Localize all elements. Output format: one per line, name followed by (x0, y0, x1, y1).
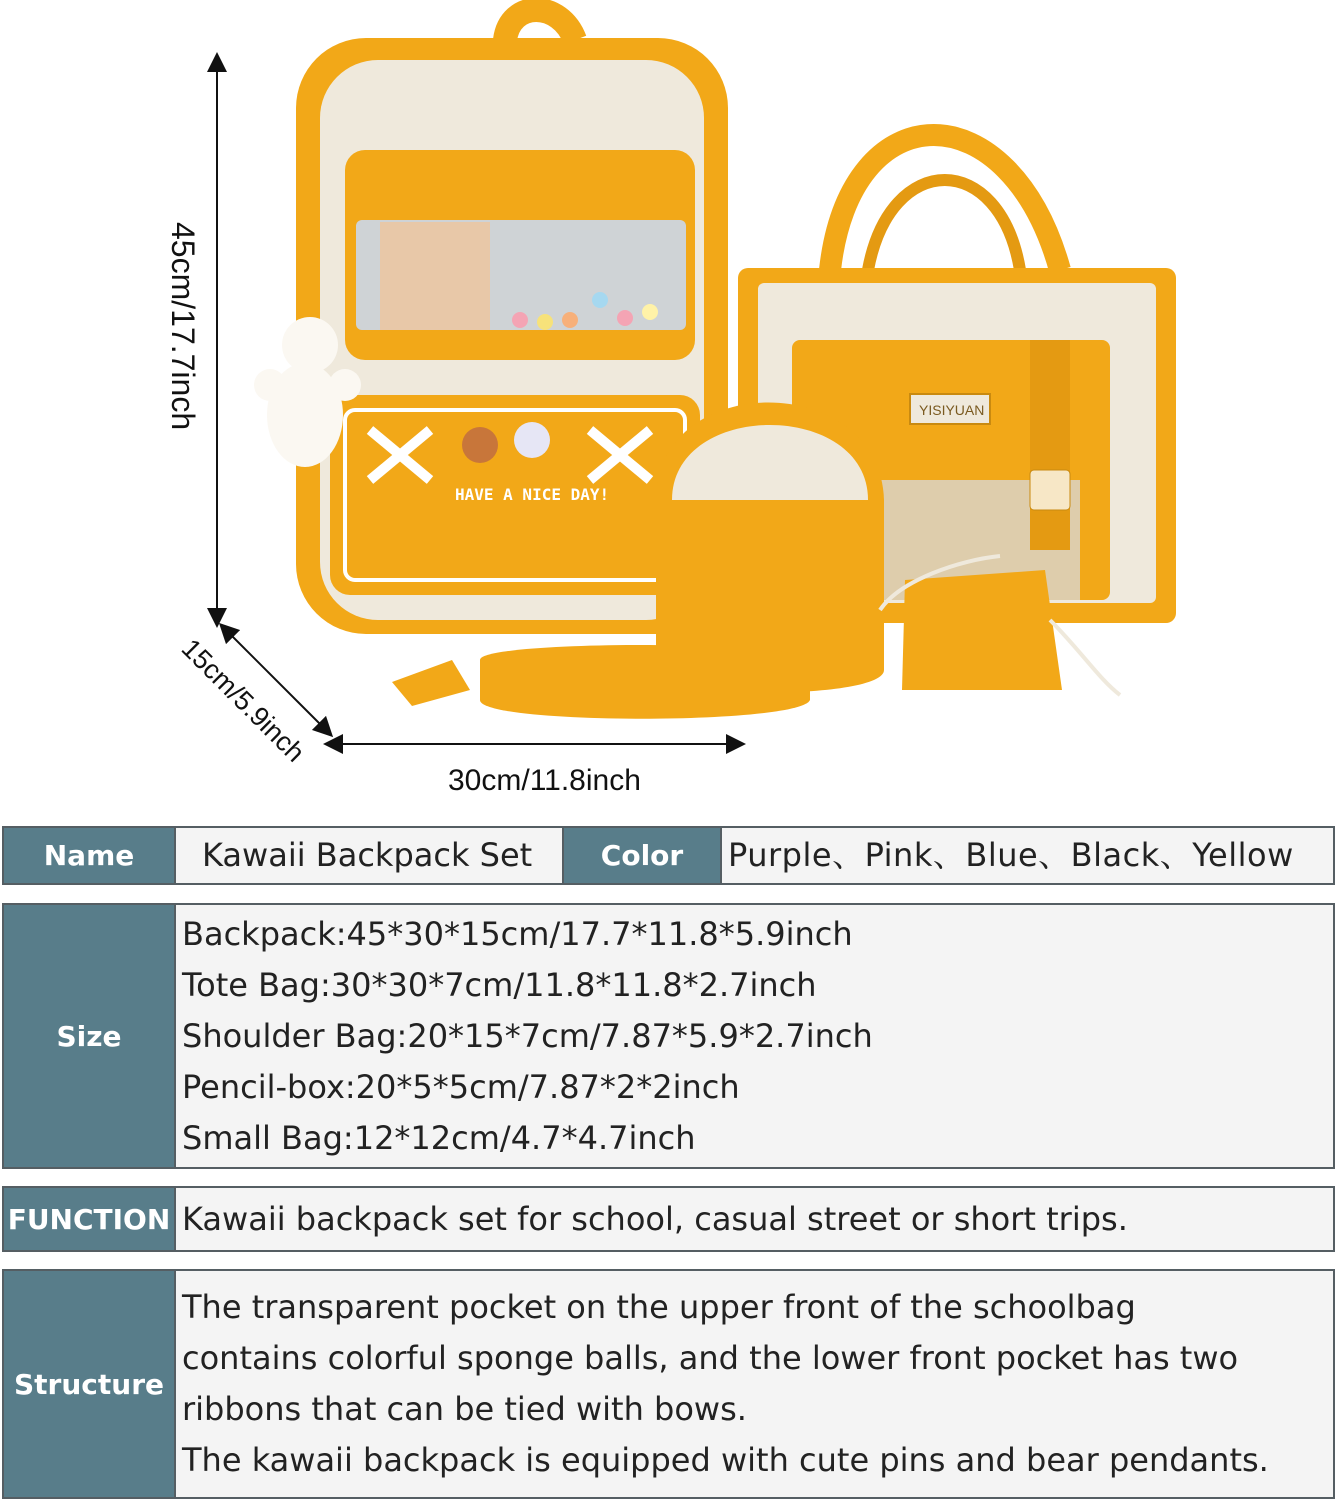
color-label: Color (563, 827, 721, 884)
structure-line-3: ribbons that can be tied with bows. (182, 1390, 747, 1428)
function-value-text: Kawaii backpack set for school, casual street or short trips. (182, 1199, 1128, 1238)
function-label: FUNCTION (3, 1187, 175, 1251)
color-value-text: Purple、Pink、Blue、Black、Yellow (728, 836, 1294, 874)
pocket-text: HAVE A NICE DAY! (455, 485, 610, 504)
function-value (175, 1187, 1334, 1251)
structure-table (2, 1269, 1335, 1499)
function-table (2, 1186, 1335, 1252)
size-line-pencil-box: Pencil-box:20*5*5cm/7.87*2*2inch (182, 1067, 740, 1106)
depth-label: 15cm/5.9inch (175, 633, 311, 768)
size-line-small-bag: Small Bag:12*12cm/4.7*4.7inch (182, 1118, 696, 1157)
size-row (3, 904, 1334, 1168)
size-line-shoulder-bag: Shoulder Bag:20*15*7cm/7.87*5.9*2.7inch (182, 1016, 873, 1055)
name-color-table (2, 826, 1335, 885)
name-value-text: Kawaii Backpack Set (202, 836, 533, 874)
size-line-tote-bag: Tote Bag:30*30*7cm/11.8*11.8*2.7inch (182, 965, 817, 1004)
width-label: 30cm/11.8inch (448, 764, 641, 797)
color-value (721, 827, 1334, 884)
structure-row (3, 1270, 1334, 1498)
size-table (2, 903, 1335, 1169)
height-label: 45cm/17.7inch (165, 222, 201, 431)
function-row (3, 1187, 1334, 1251)
structure-label: Structure (3, 1270, 175, 1498)
size-line-backpack: Backpack:45*30*15cm/17.7*11.8*5.9inch (182, 914, 853, 953)
structure-values (175, 1270, 1334, 1498)
name-value (175, 827, 563, 884)
size-label: Size (3, 904, 175, 1168)
size-values (175, 904, 1334, 1168)
pencil-box (392, 645, 810, 719)
structure-line-1: The transparent pocket on the upper front of the schoolbag (182, 1288, 1136, 1326)
name-label: Name (3, 827, 175, 884)
brand-tag: YISIYUAN (919, 402, 985, 418)
structure-line-4: The kawaii backpack is equipped with cute pins and bear pendants. (182, 1441, 1269, 1479)
name-color-row (3, 827, 1334, 884)
structure-line-2: contains colorful sponge balls, and the lower front pocket has two (182, 1339, 1239, 1377)
